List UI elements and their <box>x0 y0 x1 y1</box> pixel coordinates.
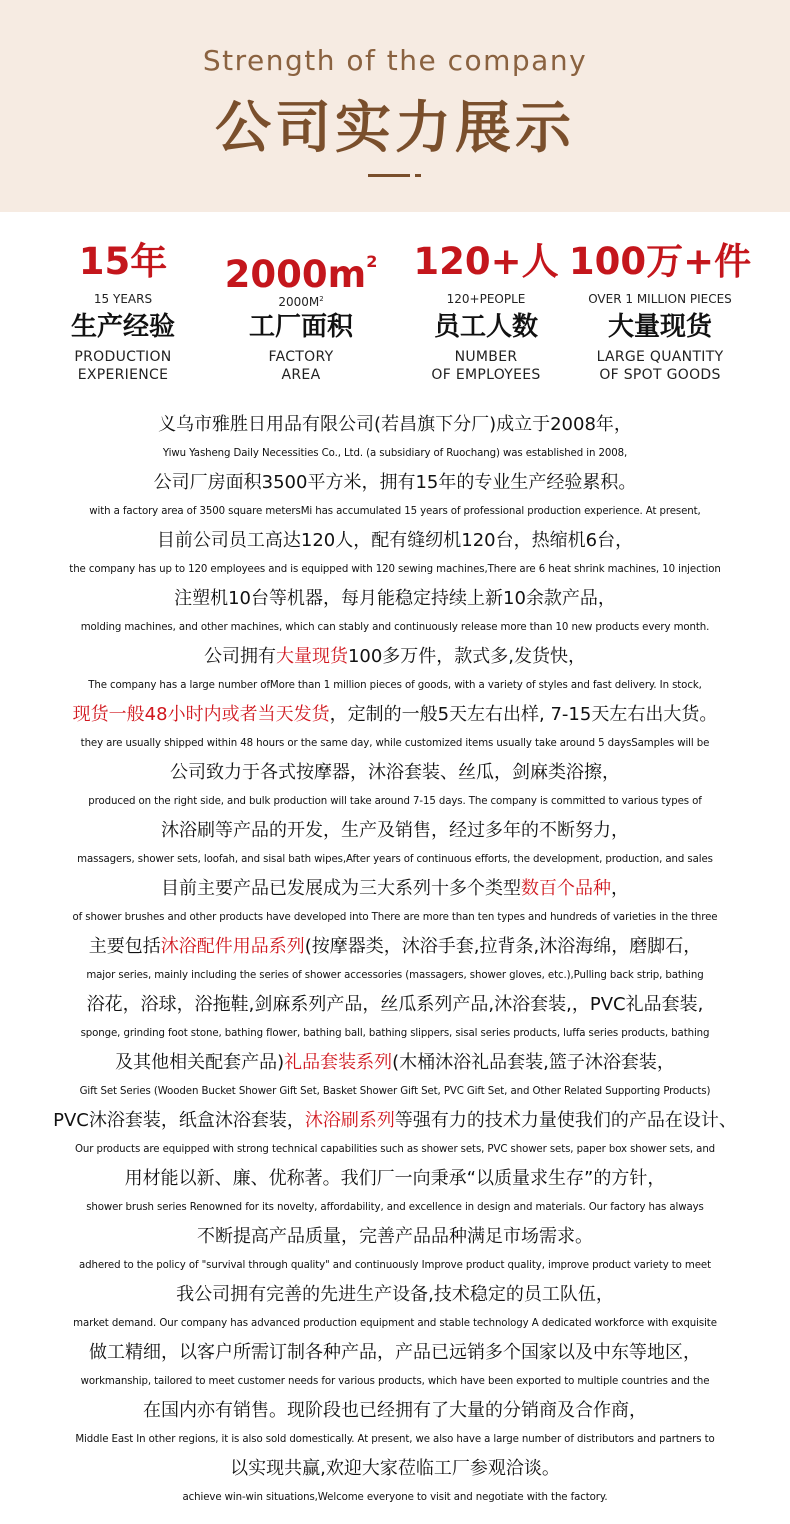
stat-desc-line-2: OF EMPLOYEES <box>431 367 541 383</box>
description-line-en <box>0 905 790 930</box>
description-line-cn <box>0 1104 790 1137</box>
description-line-cn <box>0 582 790 615</box>
highlight-text: 大量现货 <box>275 646 348 667</box>
description-text: 及其他相关配套产品) <box>115 1052 285 1073</box>
description-text: major series, mainly including the series of shower accessories (massagers, shower gloves, etc.),Pulling back strip, bathing <box>86 970 704 981</box>
stat-number: 100万+件 <box>568 240 752 283</box>
description-text: they are usually shipped within 48 hours or the same day, while customized items usually take around 5 daysSamples will be <box>80 738 710 749</box>
description-line-cn <box>0 408 790 441</box>
header-divider <box>368 174 410 177</box>
description-line-cn <box>0 1452 790 1485</box>
description-text: 公司致力于各式按摩器，沐浴套装、丝瓜，剑麻类浴擦， <box>170 762 620 783</box>
description-line-cn <box>0 466 790 499</box>
description-text: 沐浴刷等产品的开发，生产及销售，经过多年的不断努力， <box>161 820 629 841</box>
description-line-en <box>0 499 790 524</box>
description-text: market demand. Our company has advanced production equipment and stable technology A dedicated workforce with exquisite <box>73 1318 717 1329</box>
description-text: 公司厂房面积3500平方米，拥有15年的专业生产经验累积。 <box>153 472 637 493</box>
description-line-en <box>0 1021 790 1046</box>
highlight-text: 沐浴配件用品系列 <box>160 936 305 957</box>
description-text: 做工精细，以客户所需订制各种产品，产品已远销多个国家以及中东等地区， <box>89 1342 701 1363</box>
description-text: 公司拥有 <box>203 646 276 667</box>
description-line-en <box>0 1427 790 1452</box>
description-text: molding machines, and other machines, which can stably and continuously release more than 10 new products every month. <box>80 622 710 633</box>
description-text: 我公司拥有完善的先进生产设备,技术稳定的员工队伍， <box>176 1284 614 1305</box>
description-text: Middle East In other regions, it is also sold domestically. At present, we also have a large number of distributors and partners to <box>75 1434 715 1445</box>
description-line-en <box>0 963 790 988</box>
description-text: ，定制的一般5天左右出样, 7-15天左右出大货。 <box>329 704 718 725</box>
description-text: 用材能以新、廉、优称著。我们厂一向秉承“以质量求生存”的方针， <box>124 1168 666 1189</box>
description-line-en <box>0 847 790 872</box>
description-line-en <box>0 673 790 698</box>
description-text: the company has up to 120 employees and is equipped with 120 sewing machines,There are 6 heat shrink machines, 10 injection <box>69 564 721 575</box>
description-line-cn <box>0 640 790 673</box>
description-line-cn <box>0 1278 790 1311</box>
description-line-cn <box>0 1046 790 1079</box>
description-text: 浴花，浴球，浴拖鞋,剑麻系列产品，丝瓜系列产品,沐浴套装,，PVC礼品套装, <box>86 994 704 1015</box>
stat-number: $2000m^2$ <box>224 252 378 296</box>
description-text: 主要包括 <box>88 936 161 957</box>
description-text: 目前公司员工高达120人，配有缝纫机120台，热缩机6台， <box>156 530 634 551</box>
stat-desc-line-1: NUMBER <box>454 349 518 365</box>
description-line-en <box>0 557 790 582</box>
description-text: produced on the right side, and bulk production will take around 7-15 days. The company is committed to various types of <box>88 796 702 807</box>
header-divider-dot <box>415 174 421 177</box>
description-text: 以实现共赢,欢迎大家莅临工厂参观洽谈。 <box>230 1458 560 1479</box>
description-text: Our products are equipped with strong technical capabilities such as shower sets, PVC shower sets, paper box shower sets, and <box>74 1144 716 1155</box>
description-line-cn <box>0 1162 790 1195</box>
description-line-en <box>0 789 790 814</box>
description-line-en <box>0 1311 790 1336</box>
description-line-cn <box>0 1394 790 1427</box>
description-line-en <box>0 1195 790 1220</box>
description-text: The company has a large number ofMore than 1 million pieces of goods, with a variety of styles and fast delivery. In stock, <box>88 680 702 691</box>
stat-desc-line-2: AREA <box>281 367 321 383</box>
stat-area <box>206 236 396 384</box>
description-text: ， <box>611 878 629 899</box>
description-text: 注塑机10台等机器，每月能稳定持续上新10余款产品， <box>174 588 616 609</box>
stat-years <box>28 236 218 384</box>
stat-sub: OVER 1 MILLION PIECES <box>588 292 732 306</box>
stat-title: 工厂面积 <box>248 312 353 342</box>
description-line-cn <box>0 698 790 731</box>
description-text: (按摩器类，沐浴手套,拉背条,沐浴海绵，磨脚石， <box>304 936 702 957</box>
description-line-en <box>0 1137 790 1162</box>
description-text: with a factory area of 3500 square metersMi has accumulated 15 years of professional production experience. At present, <box>89 506 701 517</box>
stat-number: 120+人 <box>413 240 559 283</box>
stat-number: 15年 <box>78 240 168 283</box>
description-text: adhered to the policy of "survival through quality" and continuously Improve product quality, improve product variety to meet <box>79 1260 711 1271</box>
description-text: 在国内亦有销售。现阶段也已经拥有了大量的分销商及合作商， <box>143 1400 647 1421</box>
description-line-cn <box>0 524 790 557</box>
description-line-en <box>0 615 790 640</box>
description-line-cn <box>0 1336 790 1369</box>
description-line-cn <box>0 872 790 905</box>
stat-employees <box>391 236 581 384</box>
stat-title: 生产经验 <box>70 312 175 342</box>
description-line-cn <box>0 988 790 1021</box>
stat-desc-line-1: PRODUCTION <box>74 349 172 365</box>
stat-title: 员工人数 <box>433 312 538 342</box>
description-text: Gift Set Series (Wooden Bucket Shower Gift Set, Basket Shower Gift Set, PVC Gift Set, and Other Related Supporting Products) <box>79 1086 711 1097</box>
stat-sub: 120+PEOPLE <box>446 292 526 306</box>
description-line-en <box>0 1253 790 1278</box>
description-line-en <box>0 1485 790 1510</box>
description-line-cn <box>0 1220 790 1253</box>
header-title-cn: 公司实力展示 <box>215 96 575 161</box>
description-text: PVC沐浴套装，纸盒沐浴套装， <box>53 1110 305 1131</box>
stat-stock <box>565 236 755 384</box>
stats-row <box>0 236 790 396</box>
highlight-text: 数百个品种 <box>521 878 611 899</box>
description-text: (木桶沐浴礼品套装,篮子沐浴套装， <box>392 1052 675 1073</box>
description-text: workmanship, tailored to meet customer needs for various products, which have been exported to multiple countries and the <box>80 1376 710 1387</box>
stat-desc-line-2: EXPERIENCE <box>77 367 169 383</box>
description-line-cn <box>0 756 790 789</box>
description-text: massagers, shower sets, loofah, and sisal bath wipes,After years of continuous efforts, the development, production, and sales <box>77 854 713 865</box>
stat-title: 大量现货 <box>607 312 712 342</box>
description-line-en <box>0 1369 790 1394</box>
description-text: 义乌市雅胜日用品有限公司(若昌旗下分厂)成立于2008年， <box>158 414 632 435</box>
description-text: sponge, grinding foot stone, bathing flower, bathing ball, bathing slippers, sisal series products, luffa series products, bathing <box>80 1028 710 1039</box>
description-text: of shower brushes and other products have developed into There are more than ten types and hundreds of varieties in the three <box>72 912 718 923</box>
description-line-en <box>0 441 790 466</box>
description-line-cn <box>0 930 790 963</box>
description-line-en <box>0 1079 790 1104</box>
header-title-en: Strength of the company <box>202 44 588 77</box>
description-text: achieve win-win situations,Welcome everyone to visit and negotiate with the factory. <box>182 1492 608 1503</box>
highlight-text: 现货一般48小时内或者当天发货 <box>72 704 330 725</box>
stat-sub: 15 YEARS <box>93 292 153 306</box>
stat-desc-line-1: LARGE QUANTITY <box>596 349 724 365</box>
description-text: 100多万件，款式多,发货快， <box>347 646 587 667</box>
stat-sub: $2000M^2$ <box>278 295 324 309</box>
description-text: 不断提高产品质量，完善产品品种满足市场需求。 <box>197 1226 593 1247</box>
description-text: 等强有力的技术力量使我们的产品在设计、 <box>394 1110 737 1131</box>
description-text: Yiwu Yasheng Daily Necessities Co., Ltd. (a subsidiary of Ruochang) was established in 2008, <box>162 448 628 459</box>
highlight-text: 礼品套装系列 <box>284 1052 393 1073</box>
company-description <box>0 408 790 1510</box>
description-line-cn <box>0 814 790 847</box>
description-text: 目前主要产品已发展成为三大系列十多个类型 <box>161 878 521 899</box>
header-banner <box>0 0 790 212</box>
stat-desc-line-1: FACTORY <box>268 349 334 365</box>
description-text: shower brush series Renowned for its novelty, affordability, and excellence in design and materials. Our factory has always <box>86 1202 704 1213</box>
stat-desc-line-2: OF SPOT GOODS <box>599 367 721 383</box>
highlight-text: 沐浴刷系列 <box>304 1110 395 1131</box>
description-line-en <box>0 731 790 756</box>
